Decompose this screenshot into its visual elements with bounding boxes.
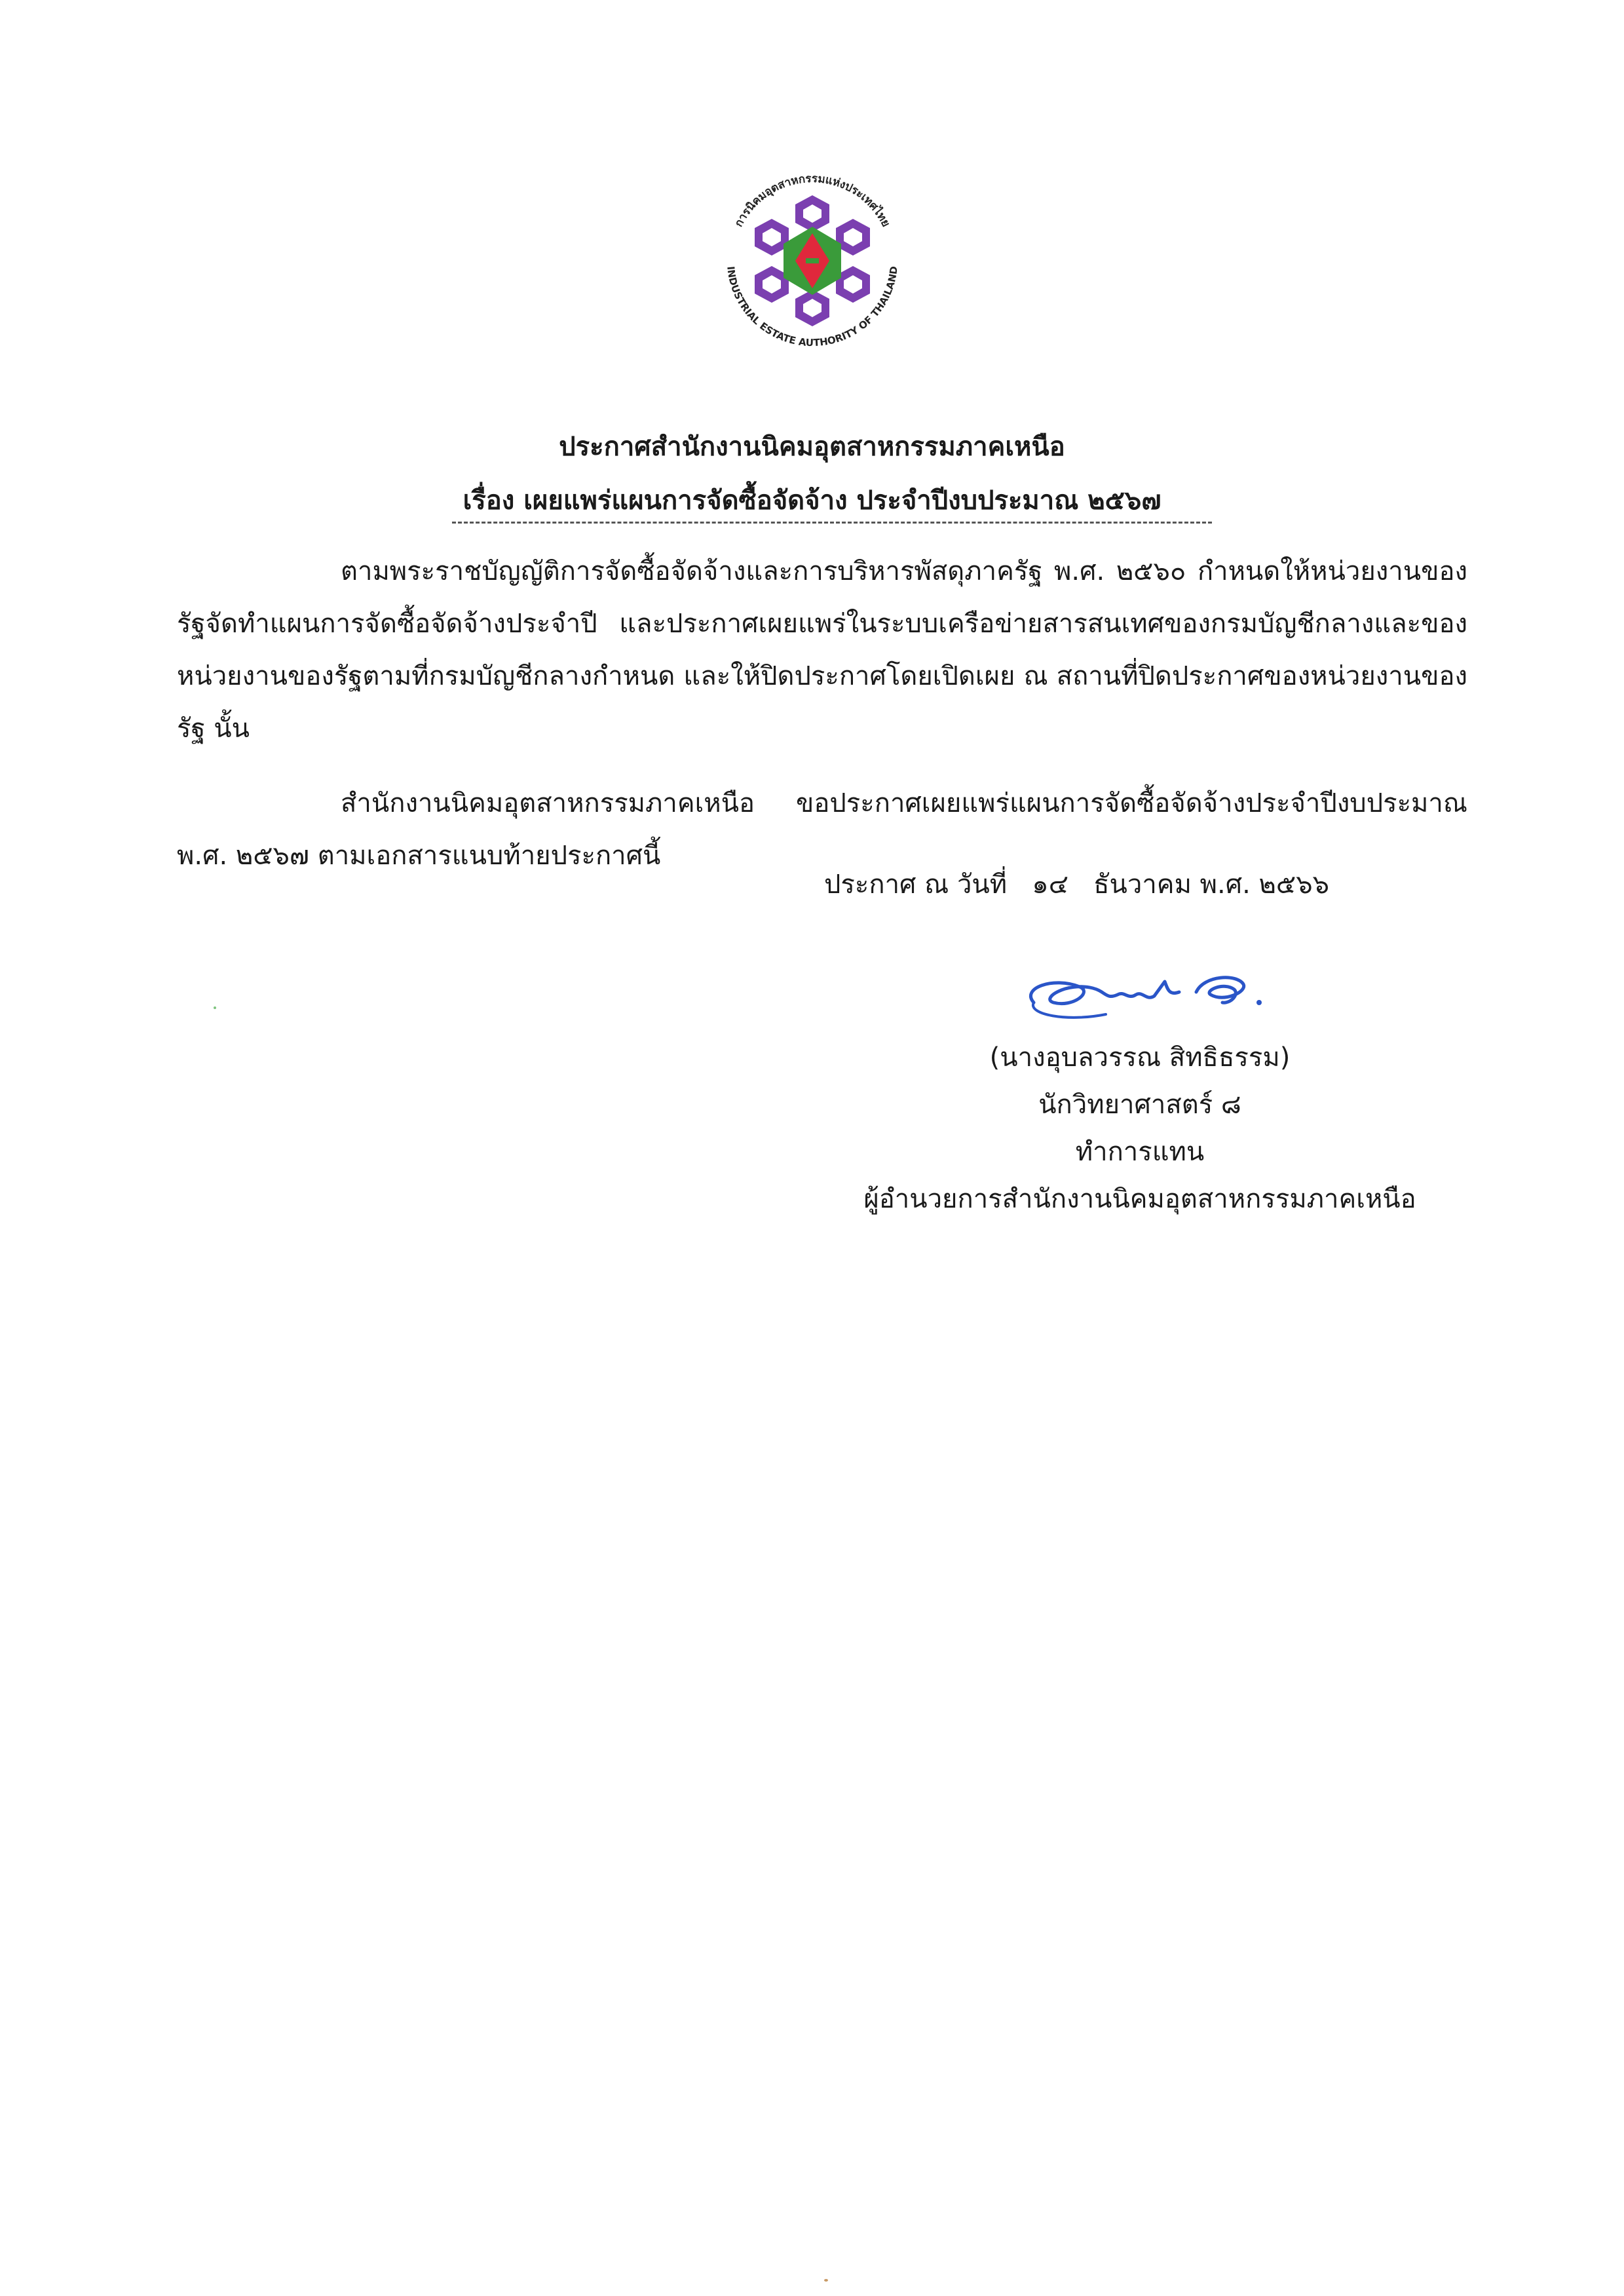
body-paragraph-1: ตามพระราชบัญญัติการจัดซื้อจัดจ้างและการบริหารพัสดุภาครัฐ พ.ศ. ๒๕๖๐ กำหนดให้หน่วยงานของรัฐจัดทำแผนการจัดซื้อจัดจ้างประจำปี และประกาศเผยแพร่ในระบบเครือข่ายสารสนเทศของกรมบัญชีกลางและของหน่วยงานของรัฐตามที่กรมบัญชีกลางกำหนด และให้ปิดประกาศโดยเปิดเผย ณ สถานที่ปิดประกาศของหน่วยงานของรัฐ นั้น xyxy=(177,556,1467,744)
logo-english-text: INDUSTRIAL ESTATE AUTHORITY OF THAILAND xyxy=(725,265,900,349)
ieat-logo xyxy=(701,149,924,372)
date-prefix: ประกาศ ณ วันที่ xyxy=(824,870,1008,900)
title-divider xyxy=(452,522,1212,524)
handwritten-signature xyxy=(1008,962,1283,1034)
signatory-position: นักวิทยาศาสตร์ ๘ xyxy=(1038,1090,1241,1120)
signature-block xyxy=(806,1034,1474,1223)
signatory-name: (นางอุบลวรรณ สิทธิธรรม) xyxy=(989,1043,1291,1073)
scan-speck xyxy=(824,2279,828,2282)
date-month-year: ธันวาคม พ.ศ. ๒๕๖๖ xyxy=(1093,870,1329,900)
signatory-on-behalf: ผู้อำนวยการสำนักงานนิคมอุตสาหกรรมภาคเหนือ xyxy=(863,1184,1416,1214)
logo-thai-text: การนิคมอุตสาหกรรมแห่งประเทศไทย xyxy=(732,172,893,229)
announcement-title: ประกาศสำนักงานนิคมอุตสาหกรรมภาคเหนือ xyxy=(559,432,1065,462)
announcement-date xyxy=(824,871,1329,898)
announcement-subject: เรื่อง เผยแพร่แผนการจัดซื้อจัดจ้าง ประจำปีงบประมาณ ๒๕๖๗ xyxy=(463,486,1161,516)
date-day: ๑๔ xyxy=(1032,870,1068,900)
body-paragraph-2: สำนักงานนิคมอุตสาหกรรมภาคเหนือ ขอประกาศเผยแพร่แผนการจัดซื้อจัดจ้างประจำปีงบประมาณ พ.ศ. ๒๕๖๗ ตามเอกสารแนบท้ายประกาศนี้ xyxy=(177,788,1467,871)
scan-speck xyxy=(214,1006,216,1009)
signatory-acting: ทำการแทน xyxy=(1075,1137,1205,1167)
